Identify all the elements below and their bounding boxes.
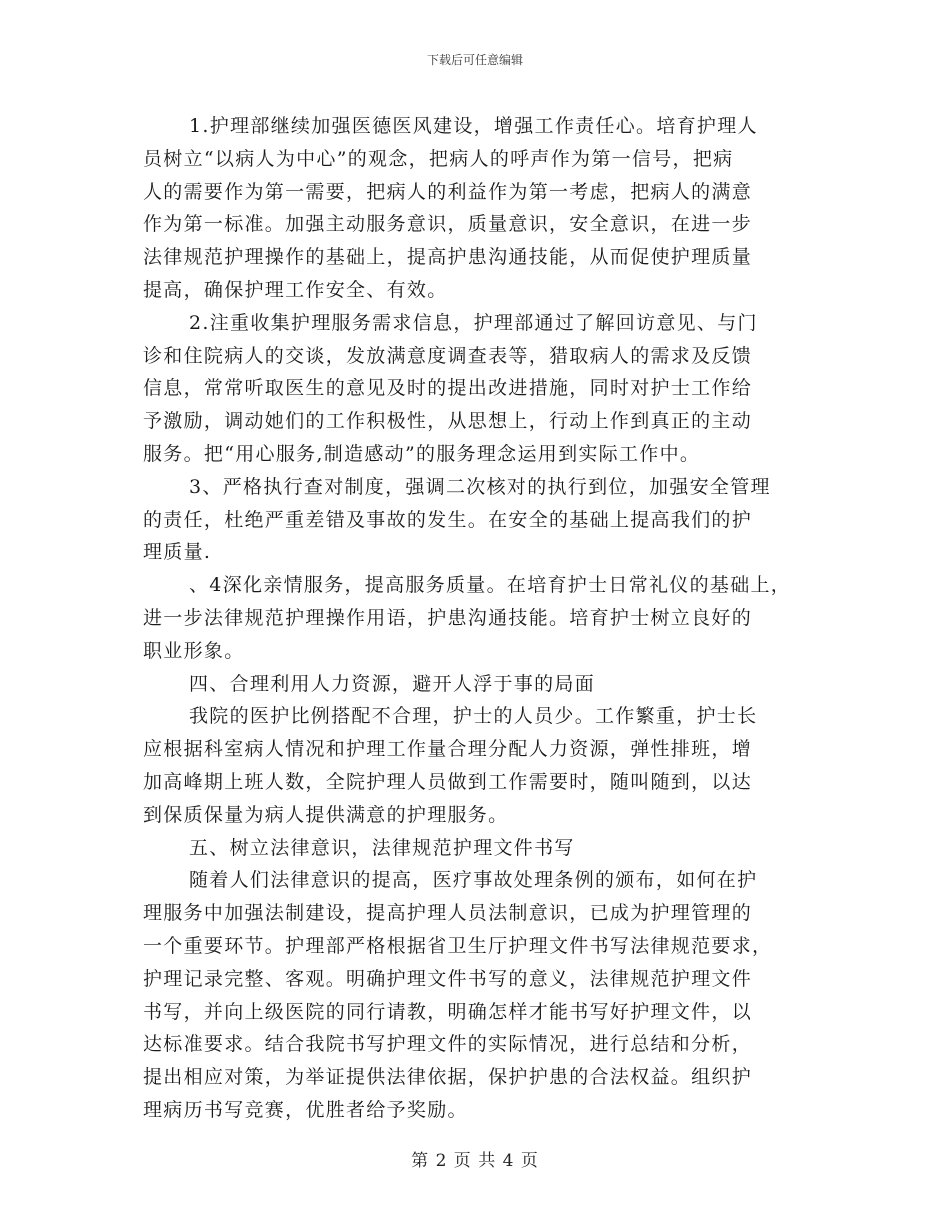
paragraph-line: 到保质保量为病人提供满意的护理服务。 <box>143 803 509 826</box>
section-heading: 五、树立法律意识，法律规范护理文件书写 <box>189 836 575 859</box>
document-body <box>143 110 808 1127</box>
paragraph-line: 员树立“以病人为中心”的观念，把病人的呼声作为第一信号，把病 <box>143 147 734 170</box>
section-heading: 四、合理利用人力资源，避开人浮于事的局面 <box>189 672 596 695</box>
paragraph-line: 信息，常常听取医生的意见及时的提出改进措施，同时对护士工作给 <box>143 377 753 400</box>
paragraph-line: 书写，并向上级医院的同行请教，明确怎样才能书写好护理文件，以 <box>143 1000 753 1023</box>
paragraph-line: 提出相应对策，为举证提供法律依据，保护护患的合法权益。组织护 <box>143 1066 753 1089</box>
paragraph-line: 理质量. <box>143 541 212 564</box>
paragraph-line: 2.注重收集护理服务需求信息，护理部通过了解回访意见、与门 <box>189 311 758 334</box>
paragraph-line: 1.护理部继续加强医德医风建设，增强工作责任心。培育护理人 <box>189 115 758 137</box>
paragraph-line: 人的需要作为第一需要，把病人的利益作为第一考虑，把病人的满意 <box>143 180 753 203</box>
paragraph-line: 理病历书写竞赛，优胜者给予奖励。 <box>143 1098 468 1121</box>
paragraph-line: 随着人们法律意识的提高，医疗事故处理条例的颁布，如何在护 <box>189 869 758 892</box>
paragraph-line: 诊和住院病人的交谈，发放满意度调查表等，猎取病人的需求及反馈 <box>143 344 753 367</box>
page-header: 下载后可任意编辑 <box>426 53 523 67</box>
page-number: 第 2 页 共 4 页 <box>411 1151 539 1171</box>
paragraph-line: 护理记录完整、客观。明确护理文件书写的意义，法律规范护理文件 <box>143 967 753 990</box>
paragraph-line: 3、严格执行查对制度，强调二次核对的执行到位，加强安全管理 <box>189 475 771 498</box>
paragraph-line: 服务。把“用心服务,制造感动”的服务理念运用到实际工作中。 <box>143 442 701 465</box>
paragraph-line: 、4深化亲情服务，提高服务质量。在培育护士日常礼仪的基础上， <box>189 574 792 597</box>
paragraph-line: 理服务中加强法制建设，提高护理人员法制意识，已成为护理管理的 <box>143 902 753 925</box>
paragraph-line: 进一步法律规范护理操作用语，护患沟通技能。培育护士树立良好的 <box>143 606 753 629</box>
paragraph-line: 加高峰期上班人数，全院护理人员做到工作需要时，随叫随到，以达 <box>143 770 753 793</box>
paragraph-line: 法律规范护理操作的基础上，提高护患沟通技能，从而促使护理质量 <box>143 246 753 269</box>
paragraph-line: 作为第一标准。加强主动服务意识，质量意识，安全意识，在进一步 <box>143 213 753 236</box>
paragraph-line: 的责任，杜绝严重差错及事故的发生。在安全的基础上提高我们的护 <box>143 508 753 531</box>
paragraph-line: 提高，确保护理工作安全、有效。 <box>143 278 448 301</box>
paragraph-line: 予激励，调动她们的工作积极性，从思想上，行动上作到真正的主动 <box>143 410 753 433</box>
paragraph-line: 一个重要环节。护理部严格根据省卫生厅护理文件书写法律规范要求， <box>143 934 773 957</box>
paragraph-line: 职业形象。 <box>143 639 245 662</box>
paragraph-line: 达标准要求。结合我院书写护理文件的实际情况，进行总结和分析， <box>143 1033 753 1056</box>
paragraph-line: 应根据科室病人情况和护理工作量合理分配人力资源，弹性排班，增 <box>143 738 753 761</box>
paragraph-line: 我院的医护比例搭配不合理，护士的人员少。工作繁重，护士长 <box>189 705 758 728</box>
